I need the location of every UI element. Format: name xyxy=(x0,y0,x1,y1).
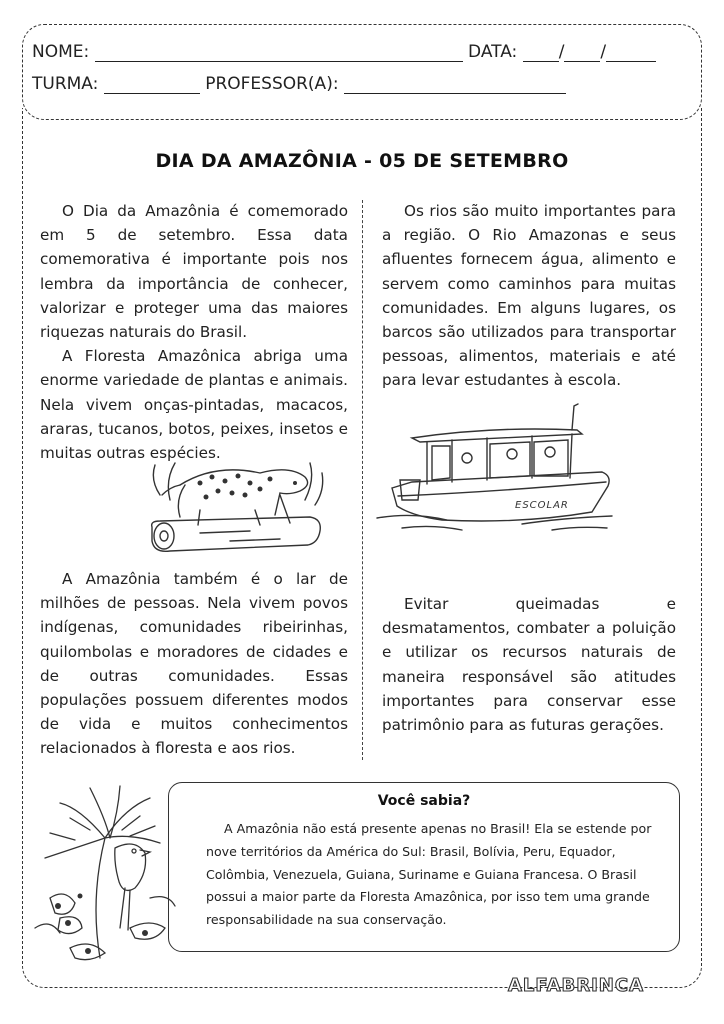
name-label: NOME: xyxy=(32,42,90,62)
column-divider xyxy=(362,200,363,760)
teacher-field[interactable] xyxy=(344,77,566,94)
right-column-bottom xyxy=(382,592,676,737)
did-you-know-text-block xyxy=(206,818,666,932)
right-column-top xyxy=(382,199,676,393)
parrot-foliage-illustration xyxy=(30,778,180,978)
paragraph-conservation: Evitar queimadas e desmatamentos, combater a poluição e utilizar os recursos naturais de maneira responsável são atitudes importantes para conservar esse patrimônio para as futuras gerações. xyxy=(382,595,676,735)
date-slash: / xyxy=(558,42,565,62)
alfabrinca-logo: ALFABRINCA xyxy=(507,975,644,996)
paragraph-rivers: Os rios são muito importantes para a região. O Rio Amazonas e seus afluentes fornecem água, alimento e servem como caminhos para muitas comunidades. Em alguns lugares, os barcos são utilizados para transportar pessoas, alimentos, materiais e até para levar estudantes à escola. xyxy=(382,202,676,390)
left-column-top xyxy=(40,199,348,465)
jaguar-illustration xyxy=(140,455,330,567)
paragraph-forest-species: A Floresta Amazônica abriga uma enorme variedade de plantas e animais. Nela vivem onças-pintadas, macacos, araras, tucanos, botos, peixes, insetos e muitas outras espécies. xyxy=(40,347,348,463)
boat-label: ESCOLAR xyxy=(515,500,569,511)
school-boat-illustration xyxy=(372,396,622,536)
date-year-field[interactable] xyxy=(606,45,656,62)
date-slash: / xyxy=(600,42,607,62)
paragraph-amazon-day: O Dia da Amazônia é comemorado em 5 de setembro. Essa data comemorativa é importante pois nos lembra da importância de conhecer, valorizar e proteger uma das maiores riquezas naturais do Brasil. xyxy=(40,202,348,342)
teacher-label: PROFESSOR(A): xyxy=(205,74,339,94)
paragraph-people: A Amazônia também é o lar de milhões de pessoas. Nela vivem povos indígenas, comunidades ribeirinhas, quilombolas e moradores de cidades e de outras comunidades. Essas populações possuem diferentes modos de vida e muitos conhecimentos relacionados à floresta e aos rios. xyxy=(40,570,348,758)
left-column-bottom xyxy=(40,567,348,761)
class-field[interactable] xyxy=(104,77,200,94)
date-label: DATA: xyxy=(468,42,518,62)
name-field[interactable] xyxy=(95,45,463,62)
name-row xyxy=(32,42,656,62)
date-month-field[interactable] xyxy=(564,45,600,62)
page-title: DIA DA AMAZÔNIA - 05 DE SETEMBRO xyxy=(155,150,569,172)
class-label: TURMA: xyxy=(32,74,99,94)
did-you-know-text: A Amazônia não está presente apenas no Brasil! Ela se estende por nove territórios da América do Sul: Brasil, Bolívia, Peru, Equador, Colômbia, Venezuela, Guiana, Suriname e Guiana Francesa. O Brasil possui a maior parte da Floresta Amazônica, por isso tem uma grande responsabilidade na sua conservação. xyxy=(206,821,652,928)
student-info-box xyxy=(22,24,702,120)
class-row xyxy=(32,74,566,94)
date-day-field[interactable] xyxy=(523,45,559,62)
did-you-know-title: Você sabia? xyxy=(377,793,471,809)
